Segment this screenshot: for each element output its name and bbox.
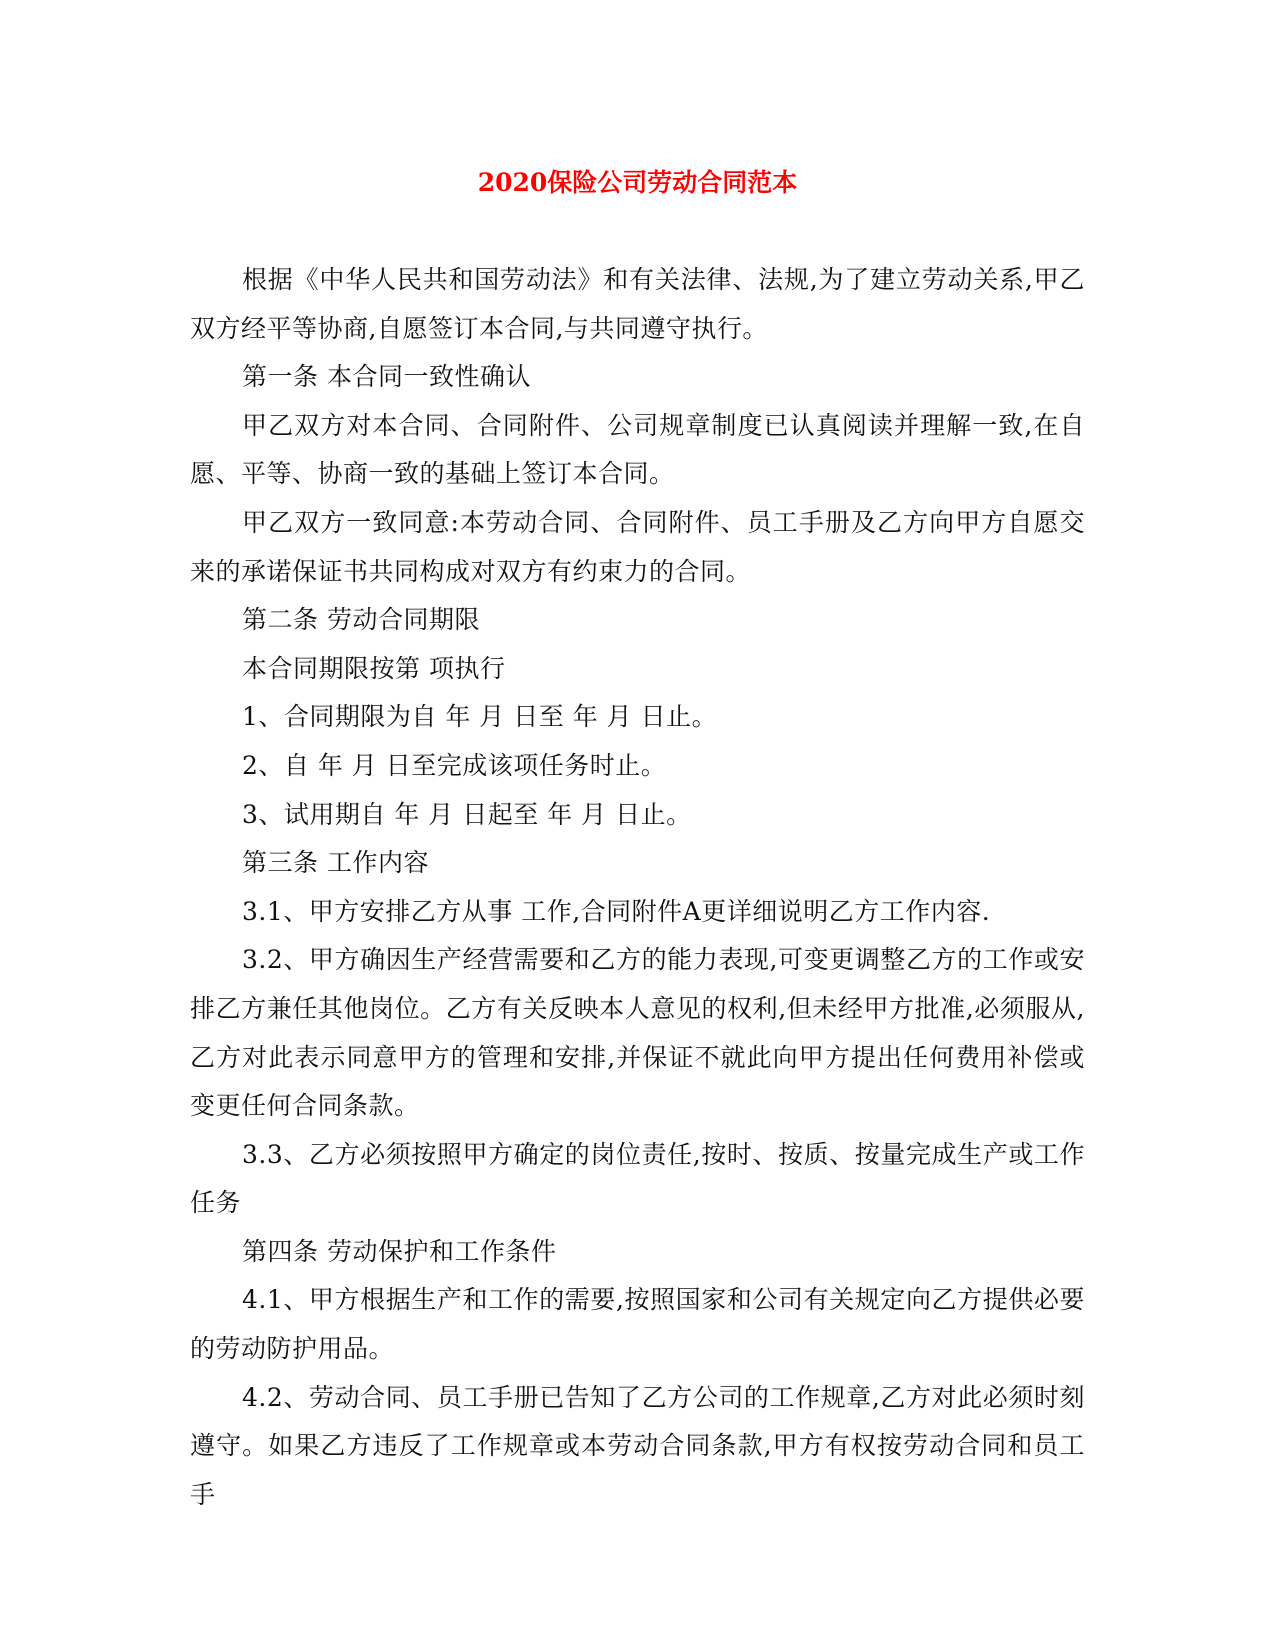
paragraph: 甲乙双方对本合同、合同附件、公司规章制度已认真阅读并理解一致,在自愿、平等、协商一致的基础上签订本合同。 [190,410,1085,489]
paragraph: 根据《中华人民共和国劳动法》和有关法律、法规,为了建立劳动关系,甲乙双方经平等协商,自愿签订本合同,与共同遵守执行。 [190,265,1085,343]
paragraph: 本合同期限按第 项执行 [242,653,506,683]
list-item: 1、合同期限为自 年 月 日至 年 月 日止。 [242,702,718,732]
document-body [190,256,1085,1519]
clause: 4.2、劳动合同、员工手册已告知了乙方公司的工作规章,乙方对此必须时刻遵守。如果乙方违反了工作规章或本劳动合同条款,甲方有权按劳动合同和员工手 [190,1382,1085,1509]
clause: 3.1、甲方安排乙方从事 工作,合同附件A更详细说明乙方工作内容. [242,896,991,926]
list-item: 2、自 年 月 日至完成该项任务时止。 [242,750,667,780]
section-heading: 第二条 劳动合同期限 [242,605,480,635]
section-heading: 第一条 本合同一致性确认 [242,362,531,392]
clause: 3.2、甲方确因生产经营需要和乙方的能力表现,可变更调整乙方的工作或安排乙方兼任其他岗位。乙方有关反映本人意见的权利,但未经甲方批准,必须服从,乙方对此表示同意甲方的管理和安排,并保证不就此向甲方提出任何费用补偿或变更任何合同条款。 [190,945,1085,1121]
list-item: 3、试用期自 年 月 日起至 年 月 日止。 [242,799,692,829]
clause: 3.3、乙方必须按照甲方确定的岗位责任,按时、按质、按量完成生产或工作任务 [190,1139,1085,1218]
section-heading: 第三条 工作内容 [242,848,429,878]
section-heading: 第四条 劳动保护和工作条件 [242,1236,557,1266]
clause: 4.1、甲方根据生产和工作的需要,按照国家和公司有关规定向乙方提供必要的劳动防护用品。 [190,1285,1085,1364]
paragraph: 甲乙双方一致同意:本劳动合同、合同附件、员工手册及乙方向甲方自愿交来的承诺保证书共同构成对双方有约束力的合同。 [190,507,1085,586]
document-title: 2020保险公司劳动合同范本 [477,168,798,197]
